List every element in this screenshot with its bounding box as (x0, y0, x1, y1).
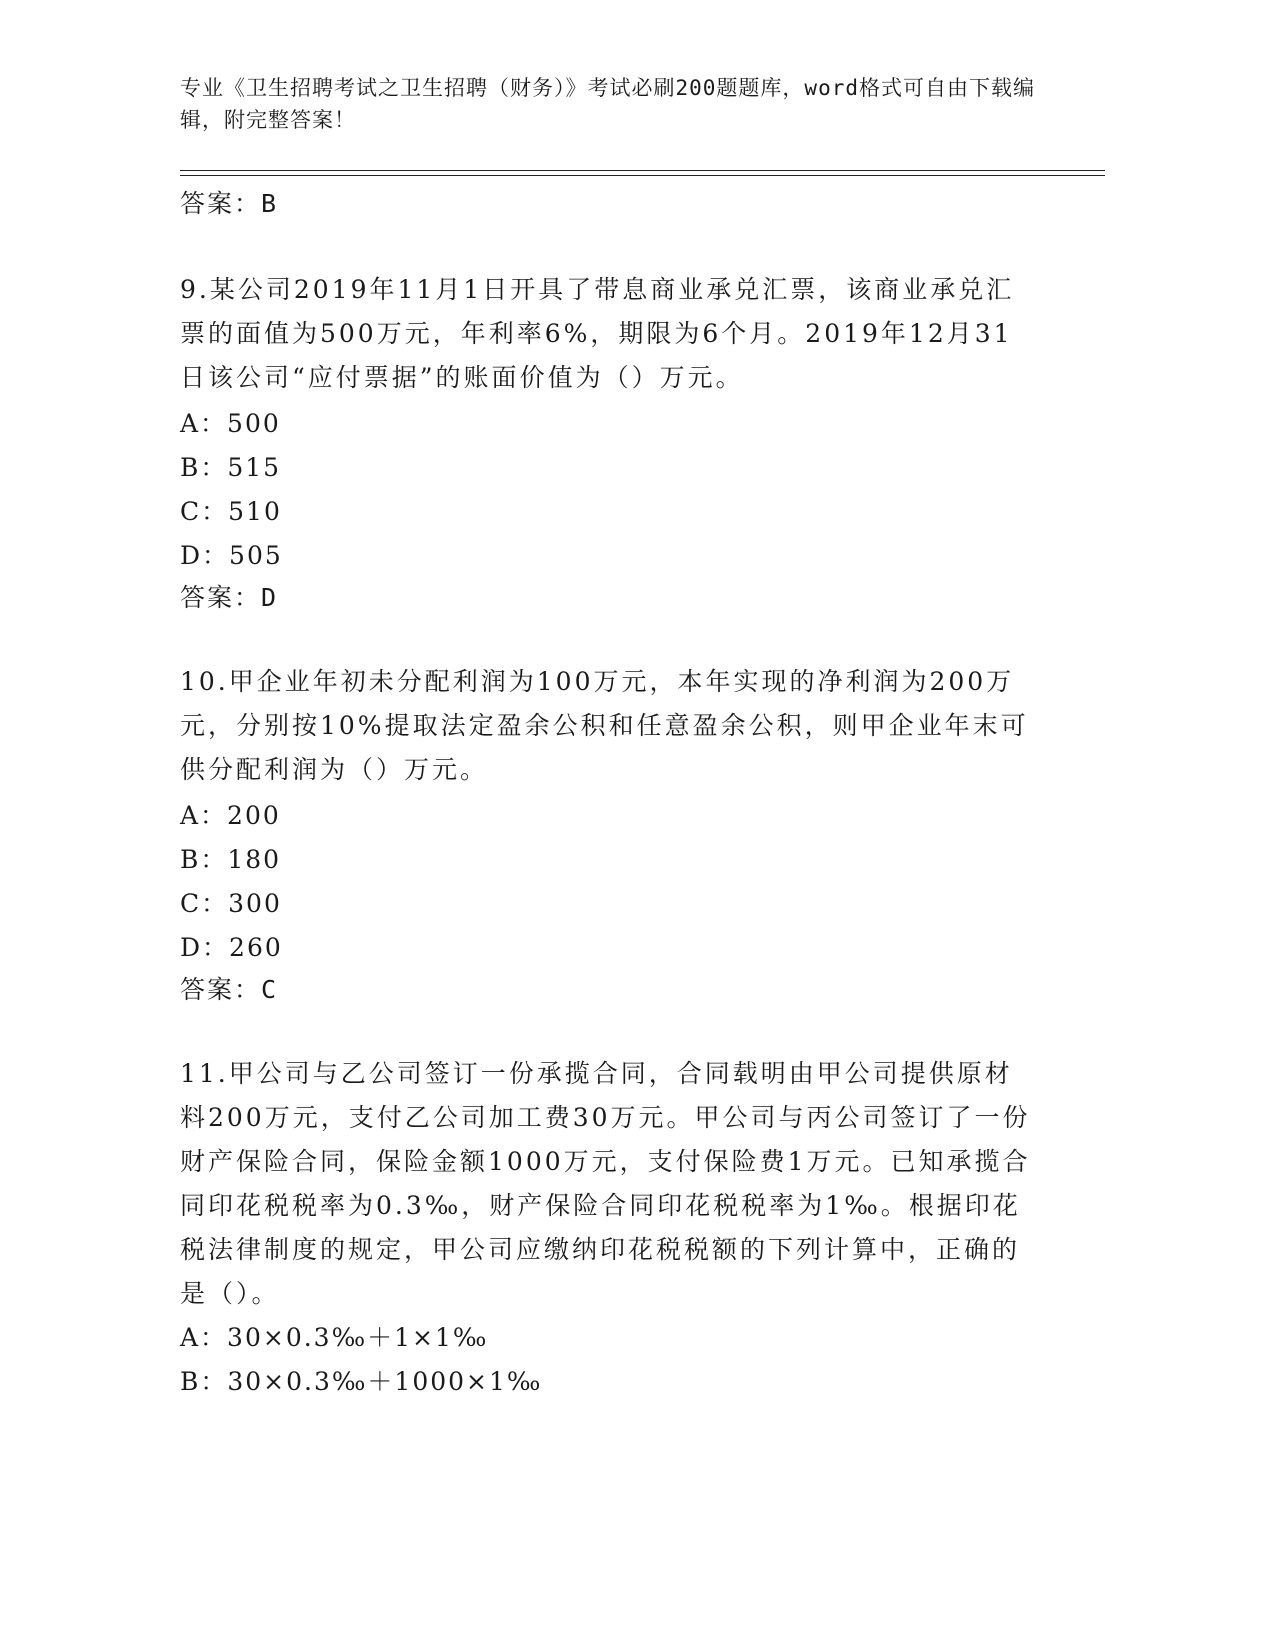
header-rule-bottom (180, 175, 1105, 176)
answer-q9: 答案：D (180, 583, 279, 612)
question-9: 9.某公司2019年11月1日开具了带息商业承兑汇票，该商业承兑汇票的面值为500万元，年利率6%，期限为6个月。2019年12月31日该公司“应付票据”的账面价值为（）万元。 (180, 275, 1015, 392)
answer-q8: 答案：B (180, 189, 279, 218)
option-9-a: A：500 (180, 409, 281, 438)
option-11-b: B：30×0.3‰＋1000×1‰ (180, 1367, 543, 1396)
question-11: 11.甲公司与乙公司签订一份承揽合同，合同载明由甲公司提供原材料200万元，支付乙公司加工费30万元。甲公司与丙公司签订了一份财产保险合同，保险金额1000万元，支付保险费1万元。已知承揽合同印花税税率为0.3‰，财产保险合同印花税税率为1‰。根据印花税法律制度的规定，甲公司应缴纳印花税税额的下列计算中，正确的是（）。 (180, 1059, 1031, 1308)
option-10-a: A：200 (180, 801, 281, 830)
option-10-c: C：300 (180, 889, 282, 918)
header-rule-top (180, 170, 1105, 171)
option-9-c: C：510 (180, 497, 282, 526)
option-10-b: B：180 (180, 845, 282, 874)
answer-q10: 答案：C (180, 975, 279, 1004)
option-9-b: B：515 (180, 453, 282, 482)
option-9-d: D：505 (180, 541, 283, 570)
question-10: 10.甲企业年初未分配利润为100万元，本年实现的净利润为200万元，分别按10%提取法定盈余公积和任意盈余公积，则甲企业年末可供分配利润为（）万元。 (180, 667, 1029, 784)
option-10-d: D：260 (180, 933, 283, 962)
option-11-a: A：30×0.3‰＋1×1‰ (180, 1323, 489, 1352)
document-header: 专业《卫生招聘考试之卫生招聘（财务）》考试必刷200题题库，word格式可自由下载编辑，附完整答案！ (180, 76, 1035, 132)
